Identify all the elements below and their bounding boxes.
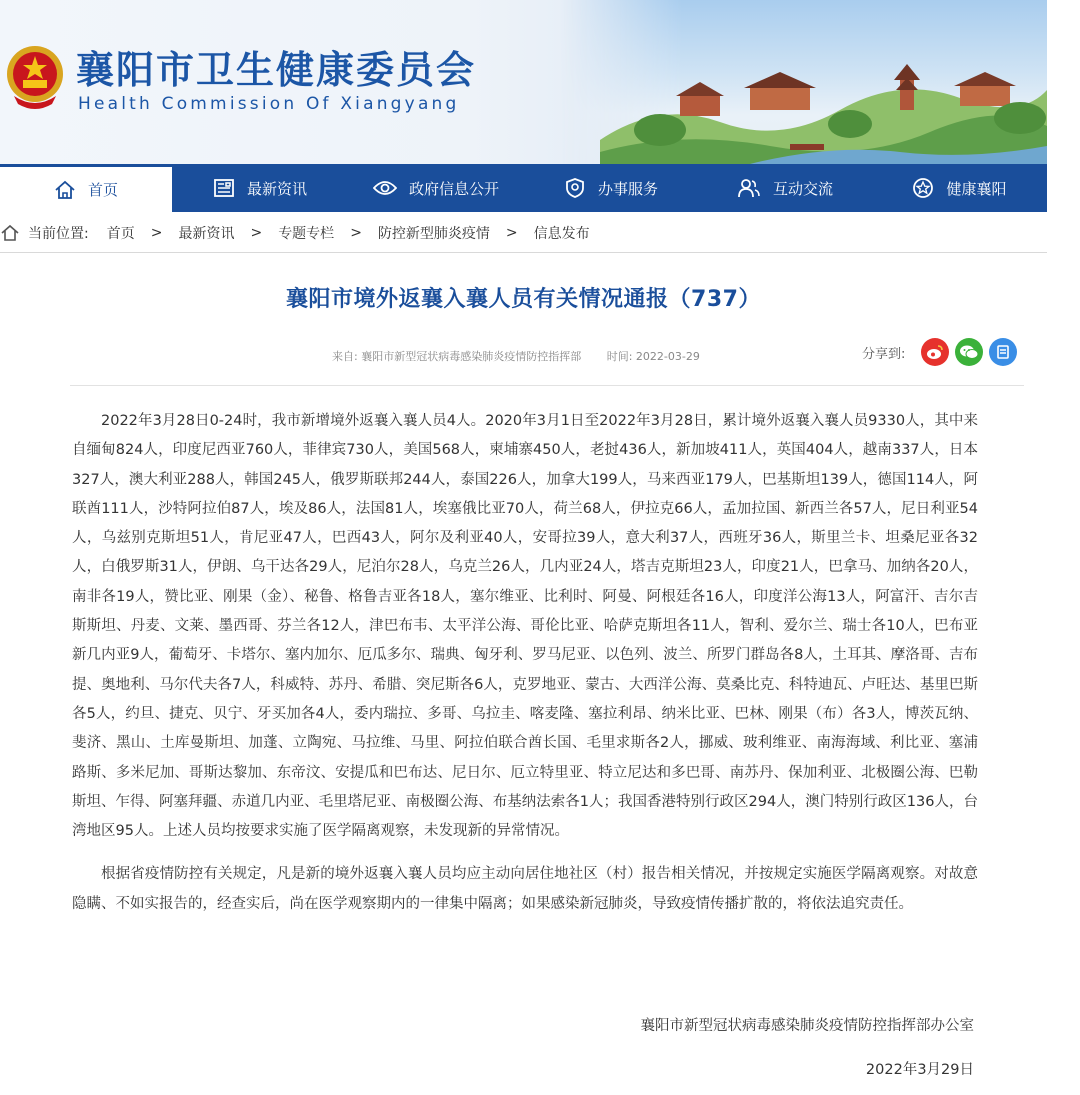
- breadcrumb-separator: >: [150, 225, 163, 241]
- breadcrumb-separator: >: [350, 225, 362, 241]
- divider: [0, 252, 1047, 253]
- nav-item-news[interactable]: [172, 164, 348, 212]
- eye-icon: [373, 179, 397, 197]
- site-subtitle: Health Commission Of Xiangyang: [78, 94, 460, 114]
- breadcrumb-item-epidemic[interactable]: 防控新型肺炎疫情: [377, 226, 490, 242]
- site-banner: [0, 0, 1047, 164]
- nav-item-label: 政府信息公开: [408, 179, 499, 198]
- people-icon: [737, 178, 761, 198]
- article-paragraph: 根据省疫情防控有关规定，凡是新的境外返襄入襄人员均应主动向居住地社区（村）报告相关情况，并按规定实施医学隔离观察。对故意隐瞒、不如实报告的，经查实后，尚在医学观察期内的一律集中隔离；如果感染新冠肺炎，导致疫情传播扩散的，将依法追究责任。: [72, 866, 978, 912]
- nav-item-home[interactable]: [0, 164, 172, 212]
- weibo-share-icon[interactable]: [921, 338, 949, 366]
- wechat-share-icon[interactable]: [955, 338, 983, 366]
- article-paragraph: 2022年3月28日0-24时，我市新增境外返襄入襄人员4人。2020年3月1日至2022年3月28日，累计境外返襄入襄人员9330人，其中来自缅甸824人，印度尼西亚760人，菲律宾730人，美国568人，柬埔寨450人，老挝436人，新加坡411人，英国404人，越南337人，日本327人，澳大利亚288人，韩国245人，俄罗斯联邦244人，泰国226人，加拿大199人，马来西亚179人，巴基斯坦139人，德国114人，阿联酋111人，沙特阿拉伯87人，埃及86人，法国81人，埃塞俄比亚70人，荷兰68人，伊拉克66人，孟加拉国、新西兰各57人，尼日利亚54人，乌兹别克斯坦51人，肯尼亚47人，巴西43人，阿尔及利亚40人，安哥拉39人，意大利37人，西班牙36人，斯里兰卡、坦桑尼亚各32人，白俄罗斯31人，伊朗、乌干达各29人，尼泊尔28人，乌克兰26人，几内亚24人，塔吉克斯坦23人，印度21人，巴拿马、加纳各20人，南非各19人，赞比亚、刚果（金）、秘鲁、格鲁吉亚各18人，塞尔维亚、比利时、阿曼、阿根廷各16人，印度洋公海13人，阿富汗、吉尔吉斯斯坦、丹麦、文莱、墨西哥、芬兰各12人，津巴布韦、太平洋公海、哥伦比亚、哈萨克斯坦各11人，智利、爱尔兰、瑞士各10人，巴布亚新几内亚9人，葡萄牙、卡塔尔、塞内加尔、厄瓜多尔、瑞典、匈牙利、罗马尼亚、以色列、波兰、所罗门群岛各8人，土耳其、摩洛哥、吉布提、奥地利、马尔代夫各7人，科威特、苏丹、希腊、突尼斯各6人，克罗地亚、蒙古、大西洋公海、莫桑比克、科特迪瓦、卢旺达、基里巴斯各5人，约旦、捷克、贝宁、牙买加各4人，委内瑞拉、多哥、乌拉圭、喀麦隆、塞拉利昂、纳米比亚、巴林、刚果（布）各3人，博茨瓦纳、斐济、黑山、土库曼斯坦、加蓬、立陶宛、马拉维、马里、阿拉伯联合酋长国、毛里求斯各2人，挪威、玻利维亚、南海海域、利比亚、塞浦路斯、多米尼加、哥斯达黎加、东帝汶、安提瓜和巴布达、尼日尔、厄立特里亚、特立尼达和多巴哥、南苏丹、保加利亚、北极圈公海、巴勒斯坦、乍得、阿塞拜疆、赤道几内亚、毛里塔尼亚、南极圈公海、布基纳法索各1人；我国香港特别行政区294人，澳门特别行政区136人，台湾地区95人。上述人员均按要求实施了医学隔离观察，未发现新的异常情况。: [72, 413, 978, 840]
- breadcrumb-separator: >: [250, 225, 263, 241]
- share-bar: [862, 338, 1017, 366]
- article-time: 时间: 2022-03-29: [606, 350, 700, 363]
- nav-item-label: 首页: [87, 181, 118, 199]
- article-meta: [332, 348, 722, 364]
- qzone-share-icon[interactable]: [989, 338, 1017, 366]
- star-icon: [912, 177, 934, 199]
- breadcrumb: [0, 218, 1047, 248]
- nav-item-label: 健康襄阳: [946, 179, 1007, 198]
- article-title: 襄阳市境外返襄入襄人员有关情况通报（737）: [286, 287, 761, 312]
- breadcrumb-label: 当前位置:: [28, 226, 89, 242]
- home-icon: [54, 180, 76, 200]
- location-home-icon: [0, 224, 20, 242]
- nav-item-services[interactable]: [524, 164, 698, 212]
- national-emblem-icon: [4, 44, 66, 110]
- nav-item-healthy-xiangyang[interactable]: [872, 164, 1047, 212]
- nav-item-gov-info[interactable]: [348, 164, 524, 212]
- article-source: 来自: 襄阳市新型冠状病毒感染肺炎疫情防控指挥部: [332, 350, 582, 363]
- breadcrumb-separator: >: [505, 225, 518, 241]
- article-body: [72, 407, 978, 919]
- article-date: 2022年3月29日: [865, 1062, 974, 1078]
- nav-item-label: 互动交流: [772, 179, 833, 198]
- main-nav: [0, 164, 1047, 212]
- shield-icon: [564, 177, 586, 199]
- news-icon: [213, 178, 235, 198]
- article-signature: 襄阳市新型冠状病毒感染肺炎疫情防控指挥部办公室: [640, 1018, 974, 1034]
- site-title: 襄阳市卫生健康委员会: [76, 48, 477, 92]
- breadcrumb-item-release[interactable]: 信息发布: [533, 226, 590, 242]
- share-label: 分享到:: [862, 346, 906, 362]
- divider: [70, 385, 1024, 386]
- breadcrumb-item-home[interactable]: 首页: [106, 226, 135, 242]
- nav-item-interaction[interactable]: [698, 164, 872, 212]
- breadcrumb-item-news[interactable]: 最新资讯: [178, 226, 235, 242]
- banner-scenery-image: [600, 60, 1047, 164]
- nav-item-label: 办事服务: [597, 179, 658, 198]
- breadcrumb-item-special[interactable]: 专题专栏: [278, 226, 335, 242]
- nav-item-label: 最新资讯: [246, 179, 307, 198]
